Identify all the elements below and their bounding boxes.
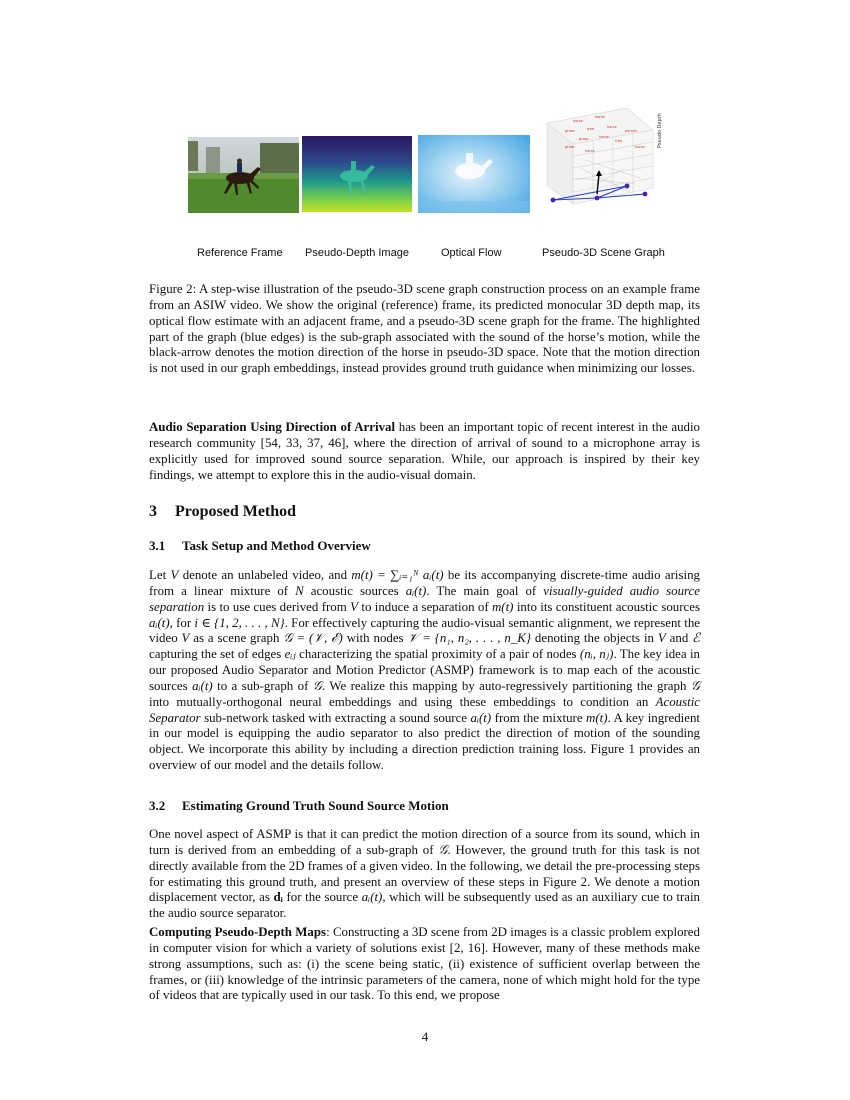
section-heading-3 [149, 503, 296, 521]
figure-caption [149, 282, 700, 377]
svg-text:horse: horse [607, 125, 617, 129]
svg-text:tree: tree [615, 139, 623, 143]
subsection-title: Task Setup and Method Overview [182, 538, 371, 553]
reference-frame-image [188, 137, 299, 213]
subsection-title: Estimating Ground Truth Sound Source Motion [182, 798, 449, 813]
label-optical-flow: Optical Flow [441, 247, 502, 259]
caption-body: A step-wise illustration of the pseudo-3D scene graph construction process on an example frame from an ASIW video. We show the original (reference) frame, its predicted monocular 3D depth map, its optical flow estimate with an adjacent frame, and a pseudo-3D scene graph for the frame. The highlighted part of the graph (blue edges) is the sub-graph associated with the sound of the horse’s motion, while the black-arrow denotes the motion direction of the horse in pseudo-3D space. Note that the motion direction is not used in our graph embeddings, instead provides ground truth guidance when minimizing our losses. [149, 282, 701, 376]
paragraph-pseudo-depth-lead: Computing Pseudo-Depth Maps [149, 925, 327, 939]
page-number: 4 [421, 1029, 429, 1044]
figure-labels [185, 247, 685, 265]
paragraph-task-setup: Let V denote an unlabeled video, and m(t) = ∑ᵢ₌₁ᴺ aᵢ(t) be its accompanying discrete-time audio arising from a linear mixture of N acoustic sources aᵢ(t). The main goal of visually-guided audio source separation is to use cues derived from V to induce a separation of m(t) into its constituent acoustic sources aᵢ(t), for i ∈ {1, 2, . . . , N}. For effectively capturing the audio-visual semantic alignment, we represent the video V as a scene graph 𝒢 = (𝒱, ℰ) with nodes 𝒱 = {n₁, n₂, . . . , n_K} denoting the objects in V and ℰ capturing the set of edges eᵢⱼ characterizing the spatial proximity of a pair of nodes (nᵢ, nⱼ). The key idea in our proposed Audio Separator and Motion Predictor (ASMP) framework is to map each of the acoustic sources aᵢ(t) to a sub-graph of 𝒢. We realize this mapping by auto-regressively partitioning the graph 𝒢 into mutually-orthogonal neural embeddings and using these embeddings to condition an Acoustic Separator sub-network tasked with extracting a sound source aᵢ(t) from the mixture m(t). A key ingredient in our model is equipping the audio separator to also predict the direction of motion of the sounding object. We incorporate this ability by including a direction prediction training loss. Figure 1 provides an overview of our model and the details follow. [149, 568, 701, 773]
optical-flow-image [418, 135, 530, 213]
subsection-number: 3.1 [149, 538, 166, 553]
pseudo-depth-image [302, 136, 412, 212]
pseudo-3d-scene-graph-plot [535, 108, 667, 224]
figure-2 [185, 113, 685, 220]
paragraph-pseudo-depth-body: : Constructing a 3D scene from 2D images is a classic problem explored in computer vision for which a variety of solutions exist [2, 16]. However, many of these methods make strong assumptions, such as: (i) the scene being static, (ii) existence of sufficient overlap between the frames, or (iii) knowledge of the intrinsic parameters of the camera, none of which might hold for the type of videos that are typically used in our task. To this end, we propose [149, 925, 700, 1003]
svg-text:person: person [625, 129, 637, 133]
svg-text:grass: grass [565, 129, 575, 133]
subsection-number: 3.2 [149, 798, 166, 813]
svg-text:grass: grass [565, 145, 575, 149]
svg-text:horse: horse [585, 149, 595, 153]
svg-text:horse: horse [595, 115, 605, 119]
subsection-heading-3-2 [149, 798, 449, 814]
svg-text:grass: grass [579, 137, 589, 141]
paragraph-doa-body: has been an important topic of recent interest in the audio research community [54, 33, 37, 46], where the direction of arrival of sound to a microphone array is explicitly used for improved sound source separation. While, our approach is inspired by their key findings, we attempt to explore this in the audio-visual domain. [149, 420, 700, 482]
section-number: 3 [149, 503, 157, 520]
section-title: Proposed Method [175, 503, 297, 520]
svg-text:horse: horse [599, 135, 609, 139]
svg-text:tree: tree [587, 127, 595, 131]
caption-head: Figure 2: [149, 282, 197, 296]
svg-text:horse: horse [573, 119, 583, 123]
label-pseudo-depth-image: Pseudo-Depth Image [305, 247, 409, 259]
paragraph-doa-lead: Audio Separation Using Direction of Arrival [149, 420, 396, 434]
pseudo-depth-axis-label: Pseudo Depth [657, 113, 663, 148]
subsection-heading-3-1 [149, 538, 371, 554]
label-reference-frame: Reference Frame [197, 247, 283, 259]
svg-text:horse: horse [635, 145, 645, 149]
paragraph-pseudo-depth [149, 925, 700, 1004]
paragraph-ground-truth-motion: One novel aspect of ASMP is that it can predict the motion direction of a source from its sound, which in turn is derived from an embedding of a sub-graph of 𝒢. However, the ground truth for this task is not directly available from the 2D frames of a given video. In the following, we detail the pre-processing steps for estimating this ground truth, and present an overview of these steps in Figure 2. We denote a motion displacement vector, as dᵢ for the source aᵢ(t), which will be subsequently used as an auxiliary cue to train the audio source separator. [149, 827, 701, 921]
label-pseudo-3d-scene-graph: Pseudo-3D Scene Graph [542, 247, 665, 259]
paragraph-doa [149, 420, 700, 483]
